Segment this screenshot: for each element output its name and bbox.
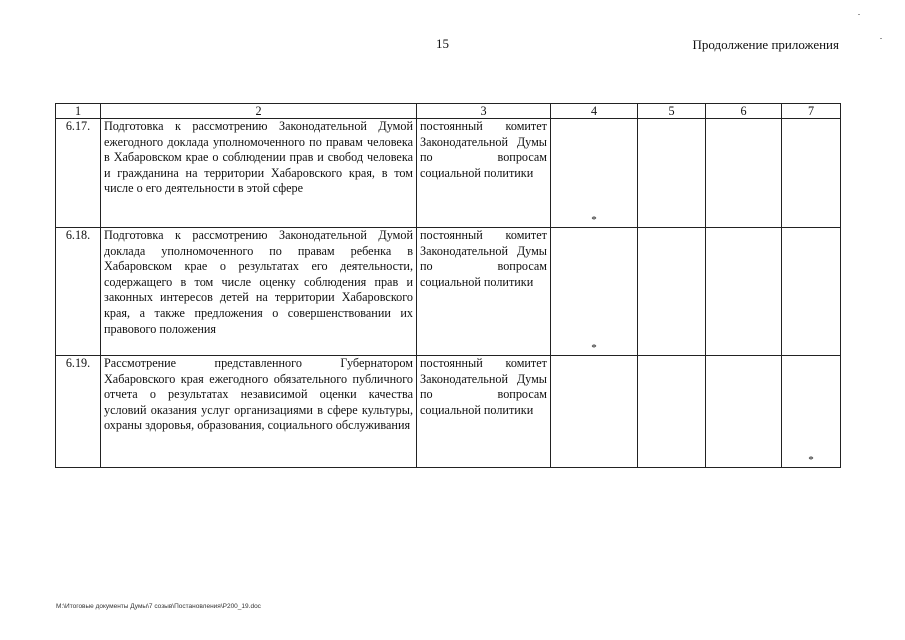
scan-speck <box>858 14 860 15</box>
row-number: 6.19. <box>56 356 101 468</box>
table-row <box>56 119 841 228</box>
column-header: 1 <box>56 104 101 119</box>
page-number: 15 <box>436 36 449 51</box>
quarter-mark <box>782 228 841 356</box>
column-header: 2 <box>101 104 417 119</box>
continuation-label: Продолжение приложения <box>692 37 839 52</box>
row-description: Рассмотрение представленного Губернатором Хабаровского края ежегодного обязательного публичного отчета о результатах независимой оценки качества условий оказания услуг организациями в сфере культуры, охраны здоровья, образования, социального обслуживания <box>101 356 417 468</box>
column-header: 4 <box>551 104 638 119</box>
row-number: 6.17. <box>56 119 101 228</box>
row-responsible: постоянный комитет Законодательной Думы по вопросам социальной политики <box>417 228 551 356</box>
quarter-mark: * <box>782 356 841 468</box>
table-row <box>56 356 841 468</box>
row-description: Подготовка к рассмотрению Законодательной Думой доклада уполномоченного по правам ребенка в Хабаровском крае о результатах его деятельности, содержащего в том числе оценку соблюдения прав и законных интересов детей на территории Хабаровского края, а также предложения о совершенствовании их правового положения <box>101 228 417 356</box>
quarter-mark <box>706 228 782 356</box>
column-header: 6 <box>706 104 782 119</box>
table-header-row <box>56 104 841 119</box>
quarter-mark: * <box>551 119 638 228</box>
quarter-mark <box>706 119 782 228</box>
scan-speck <box>880 38 882 39</box>
quarter-mark: * <box>551 228 638 356</box>
row-description: Подготовка к рассмотрению Законодательной Думой ежегодного доклада уполномоченного по правам человека в Хабаровском крае о соблюдении прав и свобод человека и гражданина на территории Хабаровского края, в том числе о его деятельности в этой сфере <box>101 119 417 228</box>
table-row <box>56 228 841 356</box>
plan-table <box>55 103 841 468</box>
file-path-footer: M:\Итоговые документы Думы\7 созыв\Постановления\P200_19.doc <box>56 603 261 610</box>
quarter-mark <box>551 356 638 468</box>
quarter-mark <box>706 356 782 468</box>
row-number: 6.18. <box>56 228 101 356</box>
quarter-mark <box>638 228 706 356</box>
row-responsible: постоянный комитет Законодательной Думы по вопросам социальной политики <box>417 119 551 228</box>
quarter-mark <box>638 119 706 228</box>
quarter-mark <box>782 119 841 228</box>
column-header: 5 <box>638 104 706 119</box>
column-header: 3 <box>417 104 551 119</box>
quarter-mark <box>638 356 706 468</box>
plan-table-container <box>55 103 840 468</box>
row-responsible: постоянный комитет Законодательной Думы по вопросам социальной политики <box>417 356 551 468</box>
column-header: 7 <box>782 104 841 119</box>
